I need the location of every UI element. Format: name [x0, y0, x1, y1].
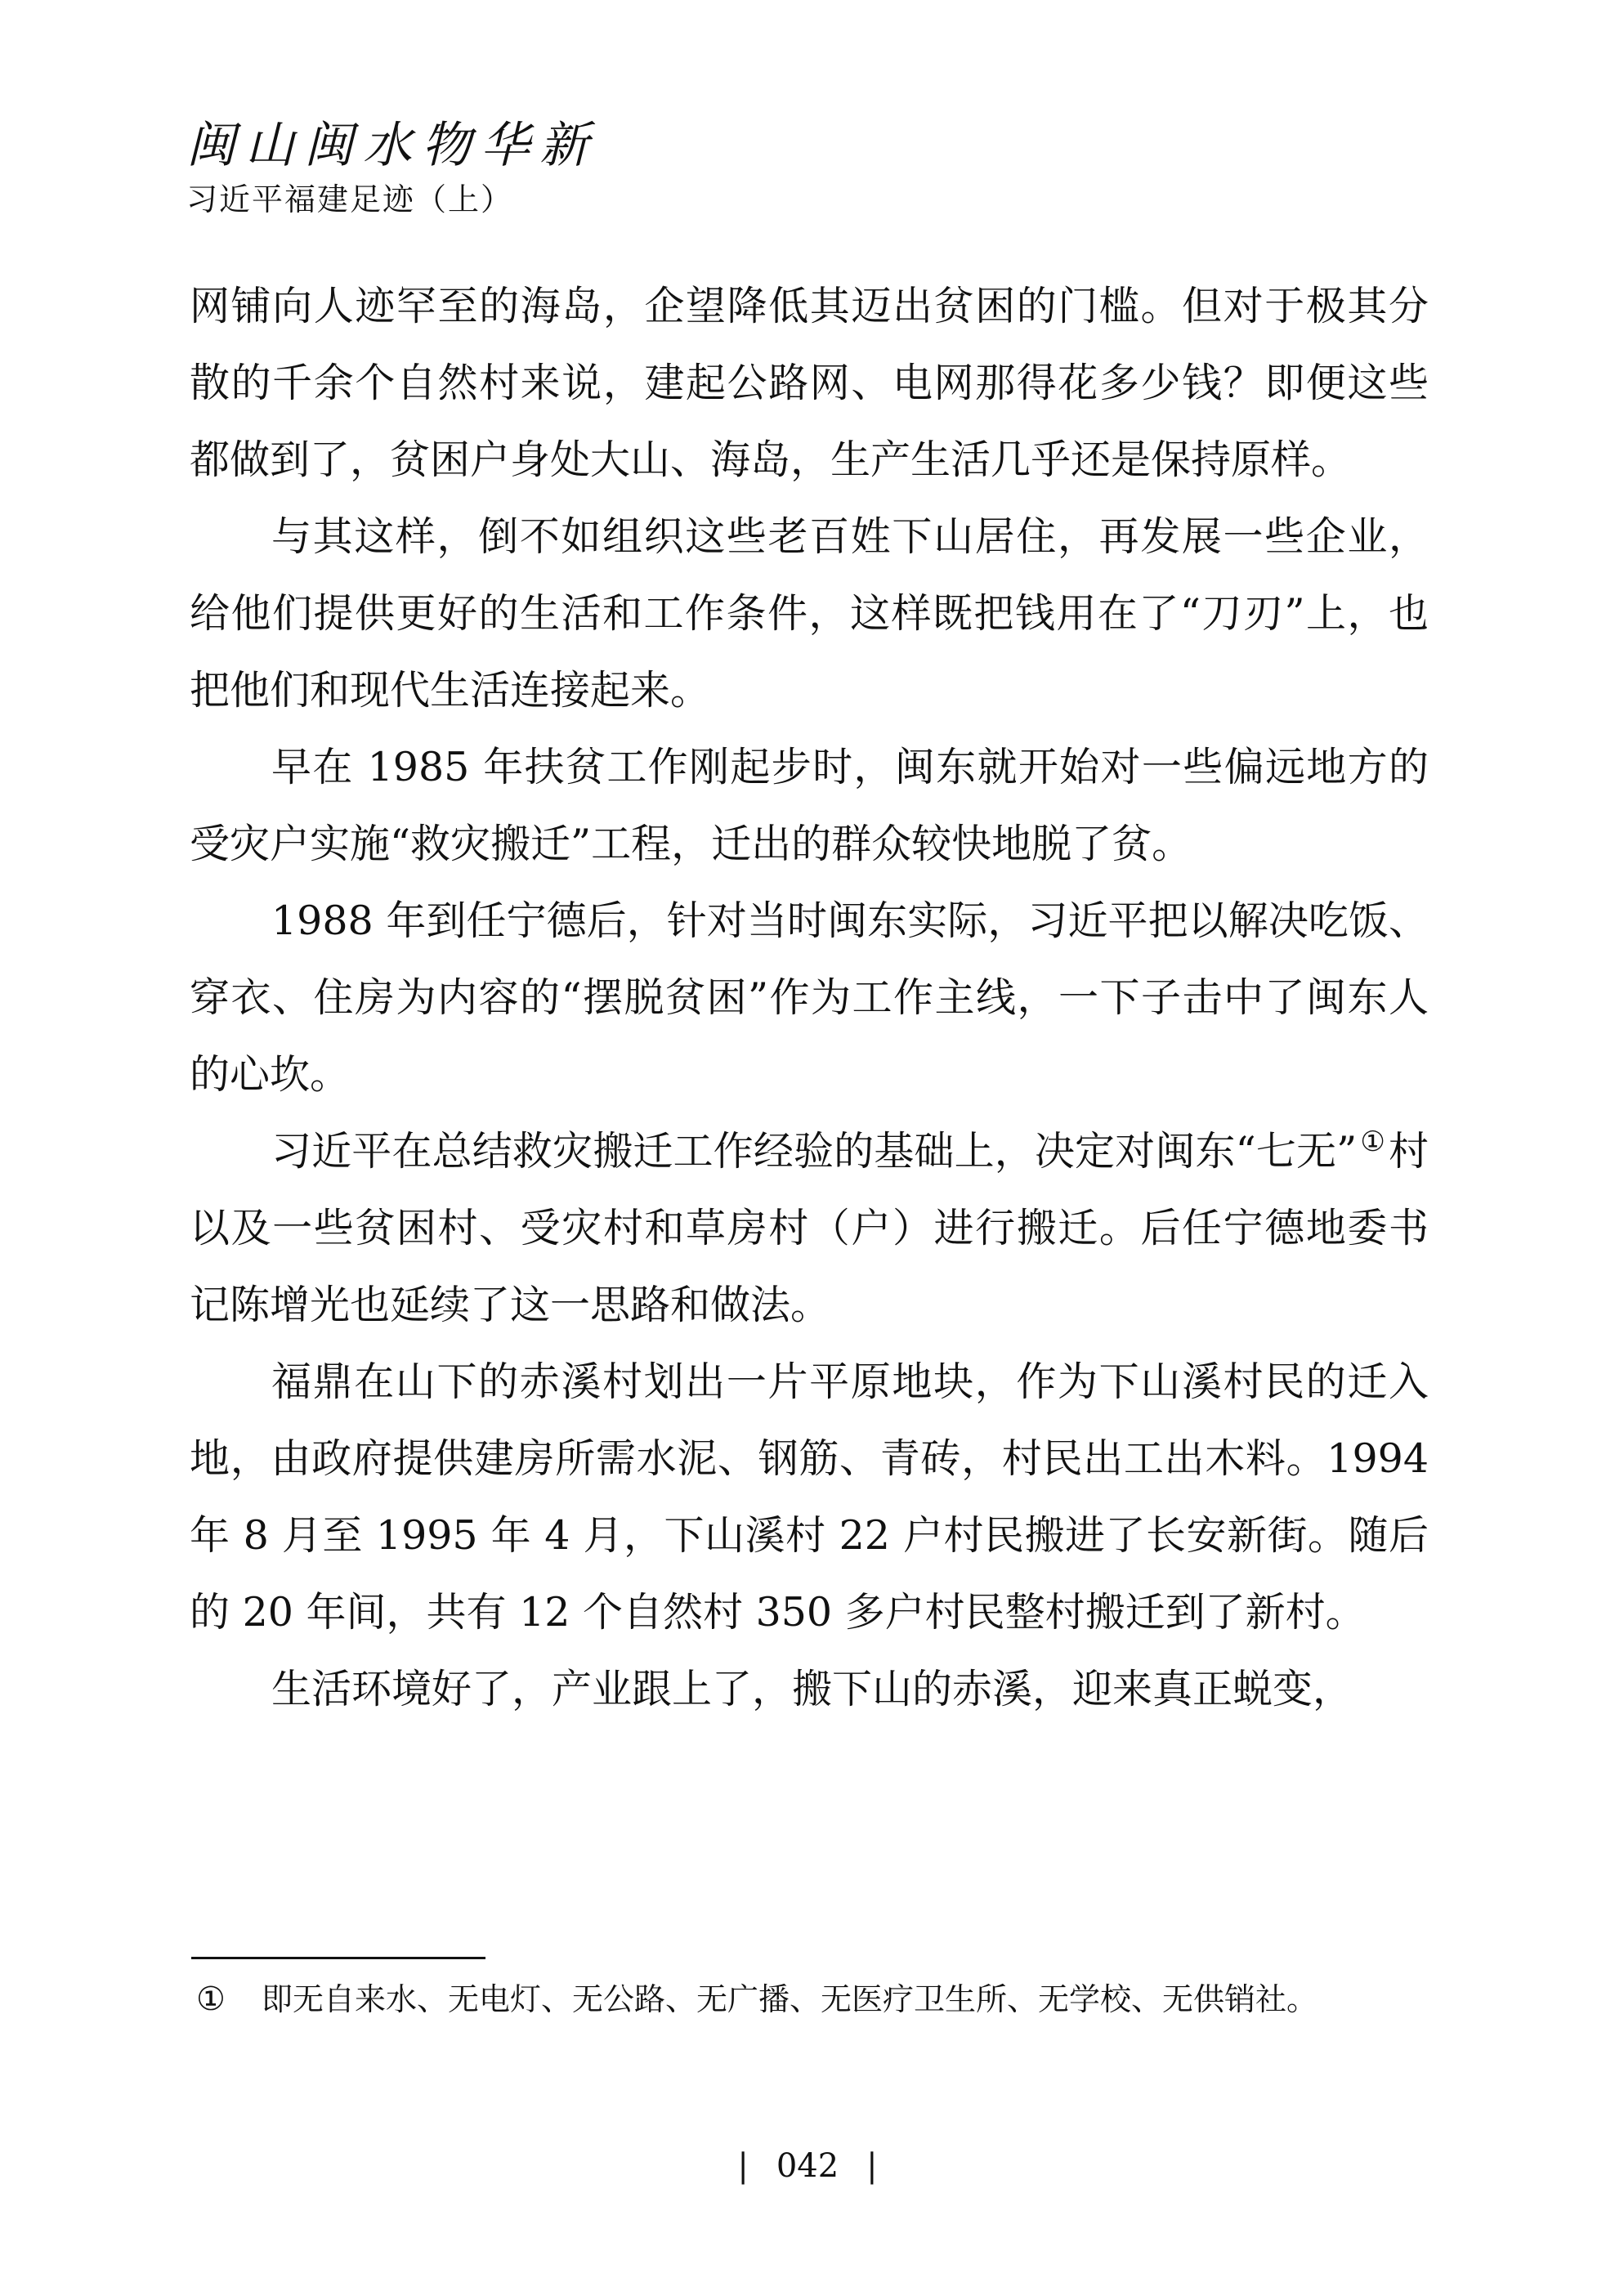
book-subtitle: 习近平福建足迹（上） — [186, 181, 514, 217]
footnote-text: 即无自来水、无电灯、无公路、无广播、无医疗卫生所、无学校、无供销社。 — [262, 1981, 1318, 2017]
page-number-area — [0, 2143, 1615, 2189]
footnote-divider — [191, 1957, 485, 1959]
paragraph-3: 早在 1985 年扶贫工作刚起步时，闽东就开始对一些偏远地方的受灾户实施“救灾搬迁”工程，迁出的群众较快地脱了贫。 — [190, 744, 1429, 867]
body-text — [190, 268, 1429, 1728]
paragraph-2: 与其这样，倒不如组织这些老百姓下山居住，再发展一些企业，给他们提供更好的生活和工作条件，这样既把钱用在了“刀刃”上，也把他们和现代生活连接起来。 — [190, 513, 1429, 714]
paragraph-7: 生活环境好了，产业跟上了，搬下山的赤溪，迎来真正蜕变， — [271, 1666, 1353, 1712]
page-number: 042 — [776, 2147, 839, 2185]
paragraph-4: 1988 年到任宁德后，针对当时闽东实际，习近平把以解决吃饭、穿衣、住房为内容的“摆脱贫困”作为工作主线，一下子击中了闽东人的心坎。 — [190, 897, 1429, 1098]
book-title: 闽山闽水物华新 — [186, 117, 598, 174]
paragraph-6: 福鼎在山下的赤溪村划出一片平原地块，作为下山溪村民的迁入地，由政府提供建房所需水泥、钢筋、青砖，村民出工出木料。1994 年 8 月至 1995 年 4 月，下山溪村 22 户村民搬进了长安新街。随后的 20 年间，共有 12 个自然村 350 多户村民整村搬迁到了新村。 — [190, 1358, 1429, 1636]
page-number-right-bar: | — [866, 2147, 878, 2185]
paragraph-5 — [190, 1113, 1429, 1344]
footnote — [196, 1973, 1429, 2025]
page-number-left-bar: | — [737, 2147, 749, 2185]
footnote-reference[interactable]: ① — [1360, 1125, 1385, 1158]
running-header — [186, 113, 922, 221]
paragraph-5-text-after: 村以及一些贫困村、受灾村和草房村（户）进行搬迁。后任宁德地委书记陈增光也延续了这一思路和做法。 — [190, 1128, 1429, 1328]
paragraph-5-text-before: 习近平在总结救灾搬迁工作经验的基础上，决定对闽东“七无” — [271, 1128, 1358, 1175]
paragraph-1: 网铺向人迹罕至的海岛，企望降低其迈出贫困的门槛。但对于极其分散的千余个自然村来说，建起公路网、电网那得花多少钱？即便这些都做到了，贫困户身处大山、海岛，生产生活几乎还是保持原样。 — [190, 283, 1429, 483]
footnote-marker: ① — [196, 1980, 226, 2018]
